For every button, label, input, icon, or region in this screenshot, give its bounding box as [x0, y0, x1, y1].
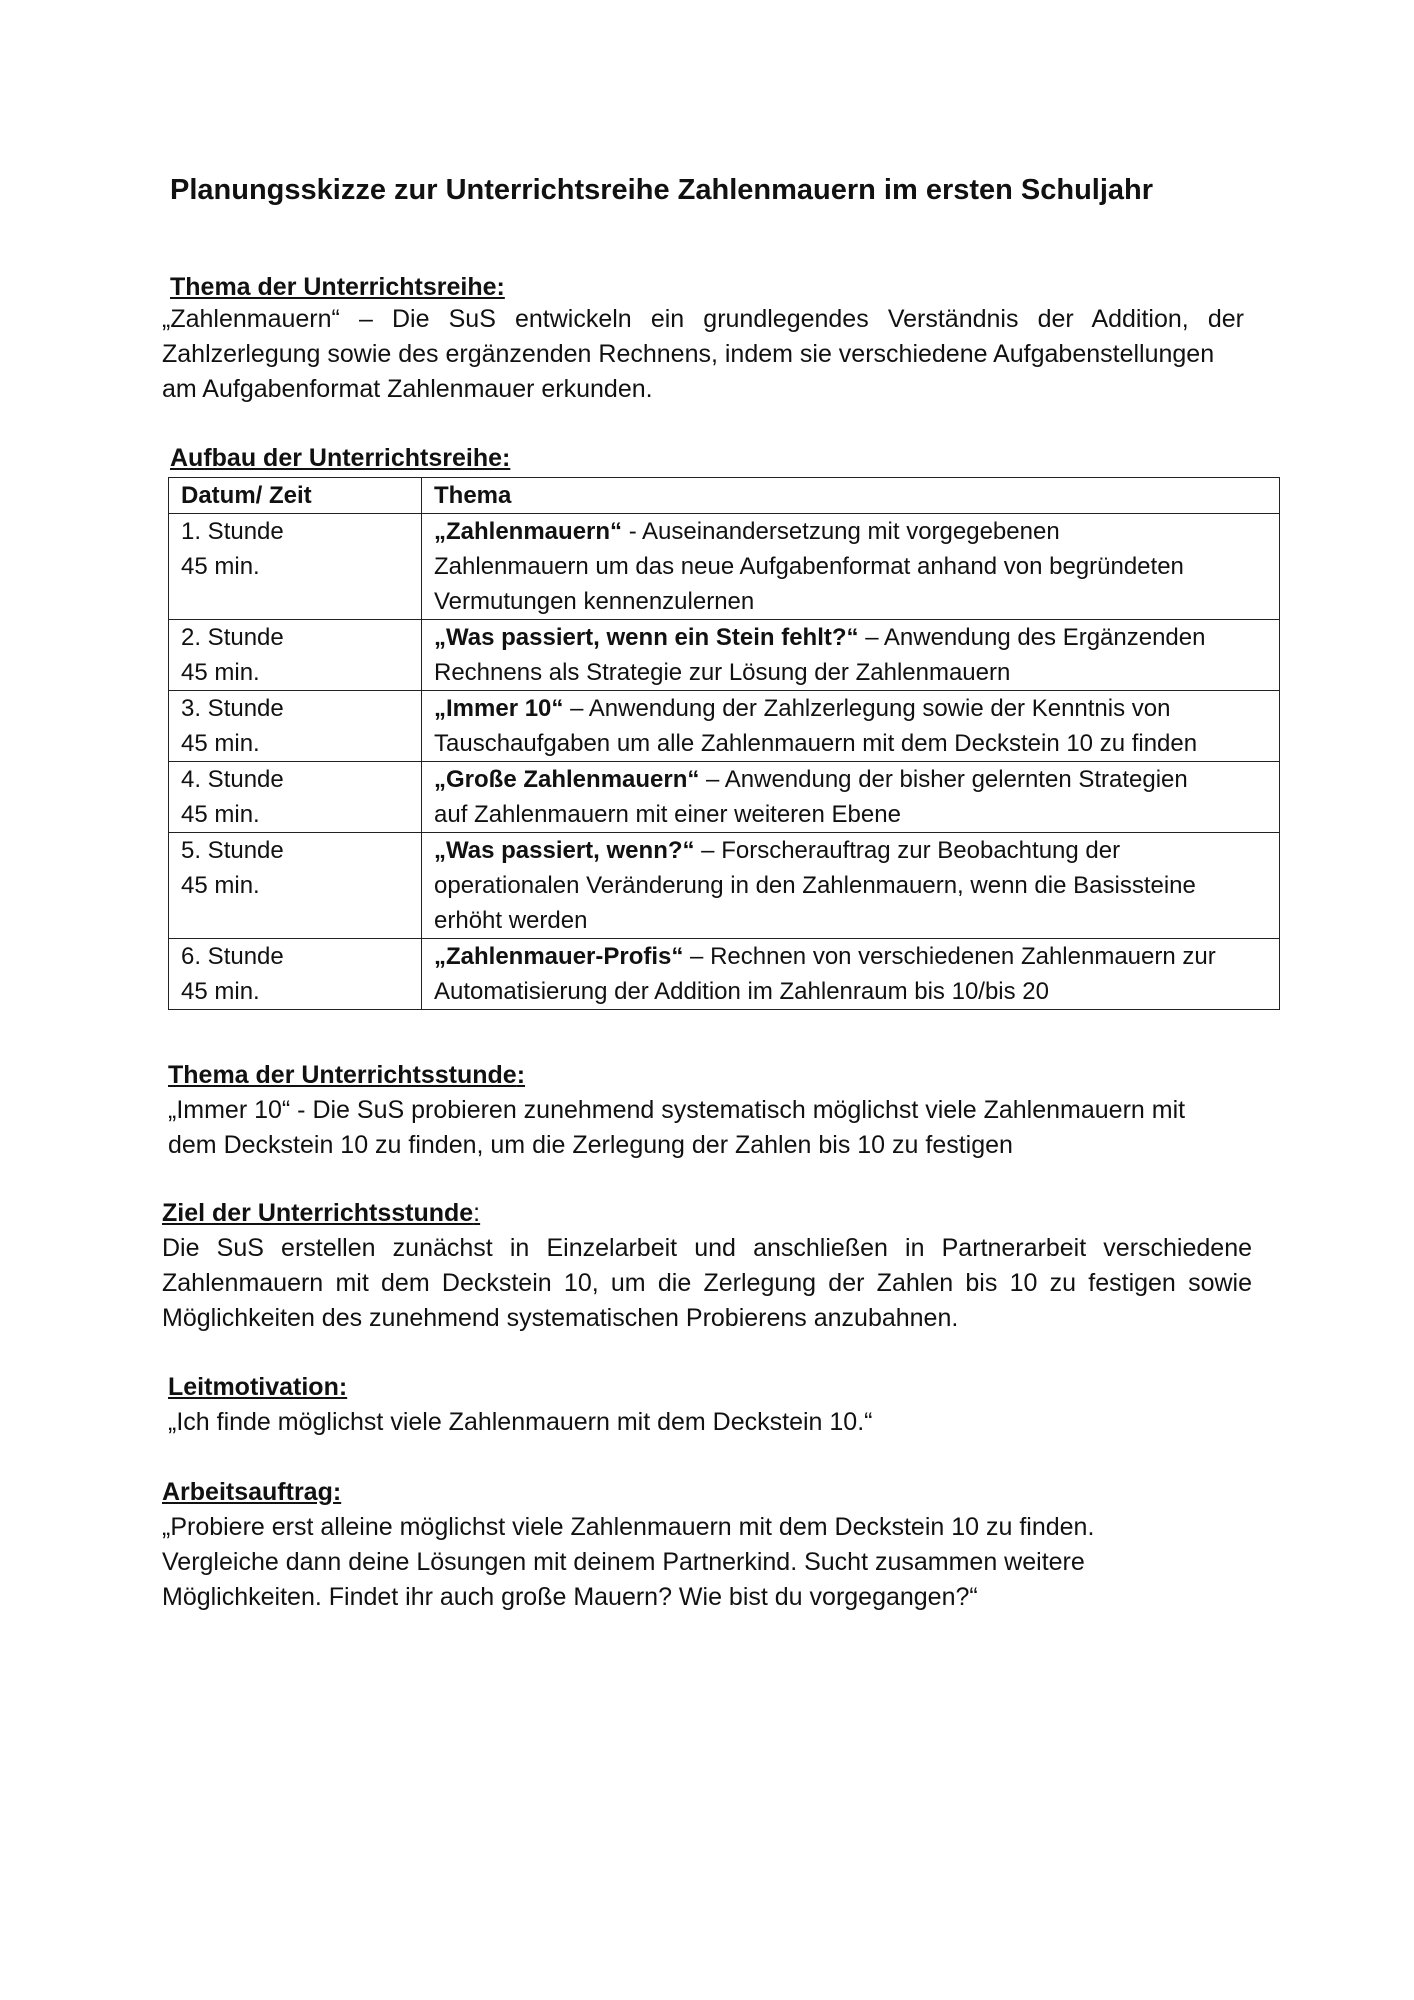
- arbeitsauftrag-heading: Arbeitsauftrag:: [162, 1478, 342, 1506]
- thema-line: [434, 620, 1279, 655]
- dauer-label: 45 min.: [181, 801, 260, 828]
- datum-cell: [169, 514, 422, 620]
- aufbau-heading: Aufbau der Unterrichtsreihe:: [170, 444, 511, 472]
- thema-text: – Anwendung des Ergänzenden: [858, 624, 1206, 651]
- stunde-thema-line: „Immer 10“ - Die SuS probieren zunehmend systematisch möglichst viele Zahlenmauern mit: [168, 1096, 1186, 1124]
- stunde-label: 2. Stunde: [181, 624, 284, 651]
- stunde-thema-heading: [168, 1058, 525, 1092]
- datum-cell: [169, 691, 422, 762]
- topic-title: „Was passiert, wenn?“: [434, 837, 695, 864]
- leitmotivation-text: [168, 1405, 1268, 1440]
- thema-line: erhöht werden: [434, 907, 588, 934]
- thema-line: Zahlenmauern um das neue Aufgabenformat anhand von begründeten: [434, 553, 1184, 580]
- table-row: [169, 762, 1280, 833]
- ziel-line: Möglichkeiten des zunehmend systematischen Probierens anzubahnen.: [162, 1304, 959, 1332]
- stunde-label: 5. Stunde: [181, 837, 284, 864]
- table-row: [169, 833, 1280, 939]
- thema-text: – Anwendung der bisher gelernten Strategien: [699, 766, 1188, 793]
- thema-cell: [422, 939, 1280, 1010]
- page-title: Planungsskizze zur Unterrichtsreihe Zahlenmauern im ersten Schuljahr: [170, 174, 1154, 206]
- stunde-thema-heading-text: Thema der Unterrichtsstunde: [168, 1061, 517, 1089]
- stunde-label: 6. Stunde: [181, 943, 284, 970]
- thema-line: [434, 939, 1279, 974]
- reihe-thema-heading: Thema der Unterrichtsreihe:: [170, 273, 505, 301]
- thema-text: – Anwendung der Zahlzerlegung sowie der Kenntnis von: [563, 695, 1171, 722]
- table-row: [169, 514, 1280, 620]
- heading-colon: :: [473, 1199, 481, 1227]
- thema-line: [434, 762, 1279, 797]
- heading-colon: :: [516, 1061, 526, 1089]
- topic-title: „Zahlenmauern“: [434, 518, 623, 545]
- stunde-thema-text: [168, 1093, 1278, 1163]
- thema-line: [434, 691, 1279, 726]
- leitmotivation-heading: Leitmotivation:: [168, 1373, 348, 1401]
- table-row: [169, 620, 1280, 691]
- topic-title: „Große Zahlenmauern“: [434, 766, 700, 793]
- ziel-heading: [162, 1196, 480, 1230]
- thema-line: Vermutungen kennenzulernen: [434, 588, 755, 615]
- thema-text: - Auseinandersetzung mit vorgegebenen: [622, 518, 1060, 545]
- dauer-label: 45 min.: [181, 978, 260, 1005]
- thema-line: [434, 514, 1279, 549]
- thema-cell: [422, 691, 1280, 762]
- reihe-thema-line: am Aufgabenformat Zahlenmauer erkunden.: [162, 375, 653, 403]
- table-header-row: [169, 478, 1280, 514]
- stunde-label: 4. Stunde: [181, 766, 284, 793]
- column-header-thema: Thema: [422, 478, 1280, 514]
- reihe-thema-line: Zahlzerlegung sowie des ergänzenden Rechnens, indem sie verschiedene Aufgabenstellungen: [162, 340, 1215, 368]
- dauer-label: 45 min.: [181, 730, 260, 757]
- leitmotivation-line: „Ich finde möglichst viele Zahlenmauern mit dem Deckstein 10.“: [168, 1408, 873, 1436]
- reihe-thema-line: „Zahlenmauern“ – Die SuS entwickeln ein grundlegendes Verständnis der Addition, der: [162, 305, 1244, 333]
- table-row: [169, 691, 1280, 762]
- thema-cell: [422, 620, 1280, 691]
- topic-title: „Immer 10“: [434, 695, 564, 722]
- aufbau-table: [168, 477, 1280, 1010]
- thema-line: Automatisierung der Addition im Zahlenraum bis 10/bis 20: [434, 978, 1049, 1005]
- dauer-label: 45 min.: [181, 659, 260, 686]
- datum-cell: [169, 833, 422, 939]
- topic-title: „Was passiert, wenn ein Stein fehlt?“: [434, 624, 859, 651]
- topic-title: „Zahlenmauer-Profis“: [434, 943, 684, 970]
- datum-cell: [169, 939, 422, 1010]
- ziel-heading-text: Ziel der Unterrichtsstunde: [162, 1199, 474, 1227]
- thema-line: [434, 833, 1279, 868]
- thema-text: – Rechnen von verschiedenen Zahlenmauern zur: [683, 943, 1216, 970]
- thema-cell: [422, 514, 1280, 620]
- ziel-line: Die SuS erstellen zunächst in Einzelarbeit und anschließen in Partnerarbeit verschiedene: [162, 1234, 1252, 1262]
- reihe-thema-text: [162, 302, 1244, 407]
- thema-cell: [422, 762, 1280, 833]
- stunde-label: 3. Stunde: [181, 695, 284, 722]
- dauer-label: 45 min.: [181, 553, 260, 580]
- thema-line: Rechnens als Strategie zur Lösung der Zahlenmauern: [434, 659, 1011, 686]
- arbeitsauftrag-line: „Probiere erst alleine möglichst viele Zahlenmauern mit dem Deckstein 10 zu finden.: [162, 1513, 1095, 1541]
- datum-cell: [169, 762, 422, 833]
- arbeitsauftrag-line: Möglichkeiten. Findet ihr auch große Mauern? Wie bist du vorgegangen?“: [162, 1583, 978, 1611]
- ziel-line: Zahlenmauern mit dem Deckstein 10, um die Zerlegung der Zahlen bis 10 zu festigen sowie: [162, 1269, 1252, 1297]
- dauer-label: 45 min.: [181, 872, 260, 899]
- stunde-thema-line: dem Deckstein 10 zu finden, um die Zerlegung der Zahlen bis 10 zu festigen: [168, 1131, 1013, 1159]
- thema-line: auf Zahlenmauern mit einer weiteren Ebene: [434, 801, 901, 828]
- stunde-label: 1. Stunde: [181, 518, 284, 545]
- thema-cell: [422, 833, 1280, 939]
- datum-cell: [169, 620, 422, 691]
- thema-line: operationalen Veränderung in den Zahlenmauern, wenn die Basissteine: [434, 872, 1196, 899]
- table-row: [169, 939, 1280, 1010]
- arbeitsauftrag-text: [162, 1510, 1262, 1615]
- thema-text: – Forscherauftrag zur Beobachtung der: [694, 837, 1121, 864]
- ziel-text: [162, 1231, 1252, 1336]
- arbeitsauftrag-line: Vergleiche dann deine Lösungen mit deinem Partnerkind. Sucht zusammen weitere: [162, 1548, 1085, 1576]
- thema-line: Tauschaufgaben um alle Zahlenmauern mit dem Deckstein 10 zu finden: [434, 730, 1198, 757]
- column-header-datum: Datum/ Zeit: [169, 478, 422, 514]
